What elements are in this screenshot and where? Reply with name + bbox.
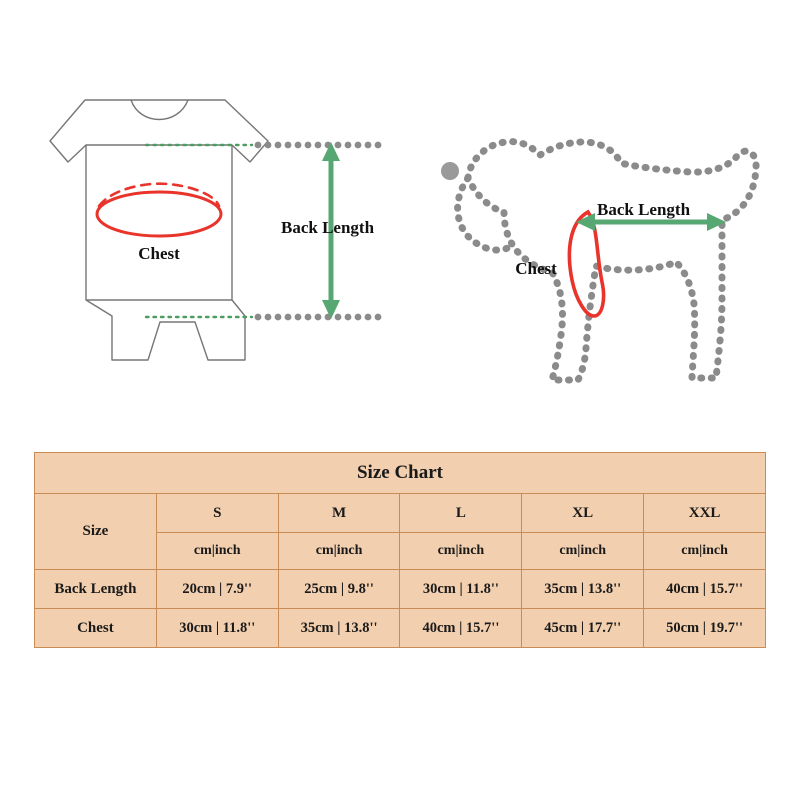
cell-back-length-xl: 35cm | 13.8'' (522, 570, 644, 609)
bead-chain-bottom (255, 314, 382, 321)
cell-back-length-m: 25cm | 9.8'' (278, 570, 400, 609)
row-label-back-length: Back Length (35, 570, 157, 609)
table-row-back-length (35, 570, 766, 609)
size-header-cell: Size (35, 494, 157, 570)
cell-back-length-xxl: 40cm | 15.7'' (644, 570, 766, 609)
size-chart (34, 452, 766, 648)
size-chart-table (34, 452, 766, 648)
column-header-s: S (156, 494, 278, 533)
dog-chest-measure (569, 212, 603, 316)
size-chart-title: Size Chart (35, 453, 766, 494)
bead-chain-top (255, 142, 382, 149)
unit-cell-xxl: cm|inch (644, 533, 766, 570)
column-header-m: M (278, 494, 400, 533)
unit-cell-l: cm|inch (400, 533, 522, 570)
left-chest-label: Chest (138, 244, 180, 263)
chest-measure-ellipse (97, 184, 221, 236)
dog-outline-icon (458, 142, 756, 380)
table-row-chest (35, 609, 766, 648)
cell-chest-l: 40cm | 15.7'' (400, 609, 522, 648)
unit-cell-s: cm|inch (156, 533, 278, 570)
column-header-xxl: XXL (644, 494, 766, 533)
table-row-title (35, 453, 766, 494)
garment-outline-icon (50, 100, 268, 360)
cell-chest-xl: 45cm | 17.7'' (522, 609, 644, 648)
right-back-length-label: Back Length (597, 200, 691, 219)
row-label-chest: Chest (35, 609, 157, 648)
column-header-l: L (400, 494, 522, 533)
cell-back-length-l: 30cm | 11.8'' (400, 570, 522, 609)
cell-back-length-s: 20cm | 7.9'' (156, 570, 278, 609)
cell-chest-xxl: 50cm | 19.7'' (644, 609, 766, 648)
left-back-length-label: Back Length (281, 218, 375, 237)
cell-chest-m: 35cm | 13.8'' (278, 609, 400, 648)
column-header-xl: XL (522, 494, 644, 533)
table-row-sizes (35, 494, 766, 533)
unit-cell-m: cm|inch (278, 533, 400, 570)
unit-cell-xl: cm|inch (522, 533, 644, 570)
dog-nose-icon (441, 162, 459, 180)
cell-chest-s: 30cm | 11.8'' (156, 609, 278, 648)
right-chest-label: Chest (515, 259, 557, 278)
